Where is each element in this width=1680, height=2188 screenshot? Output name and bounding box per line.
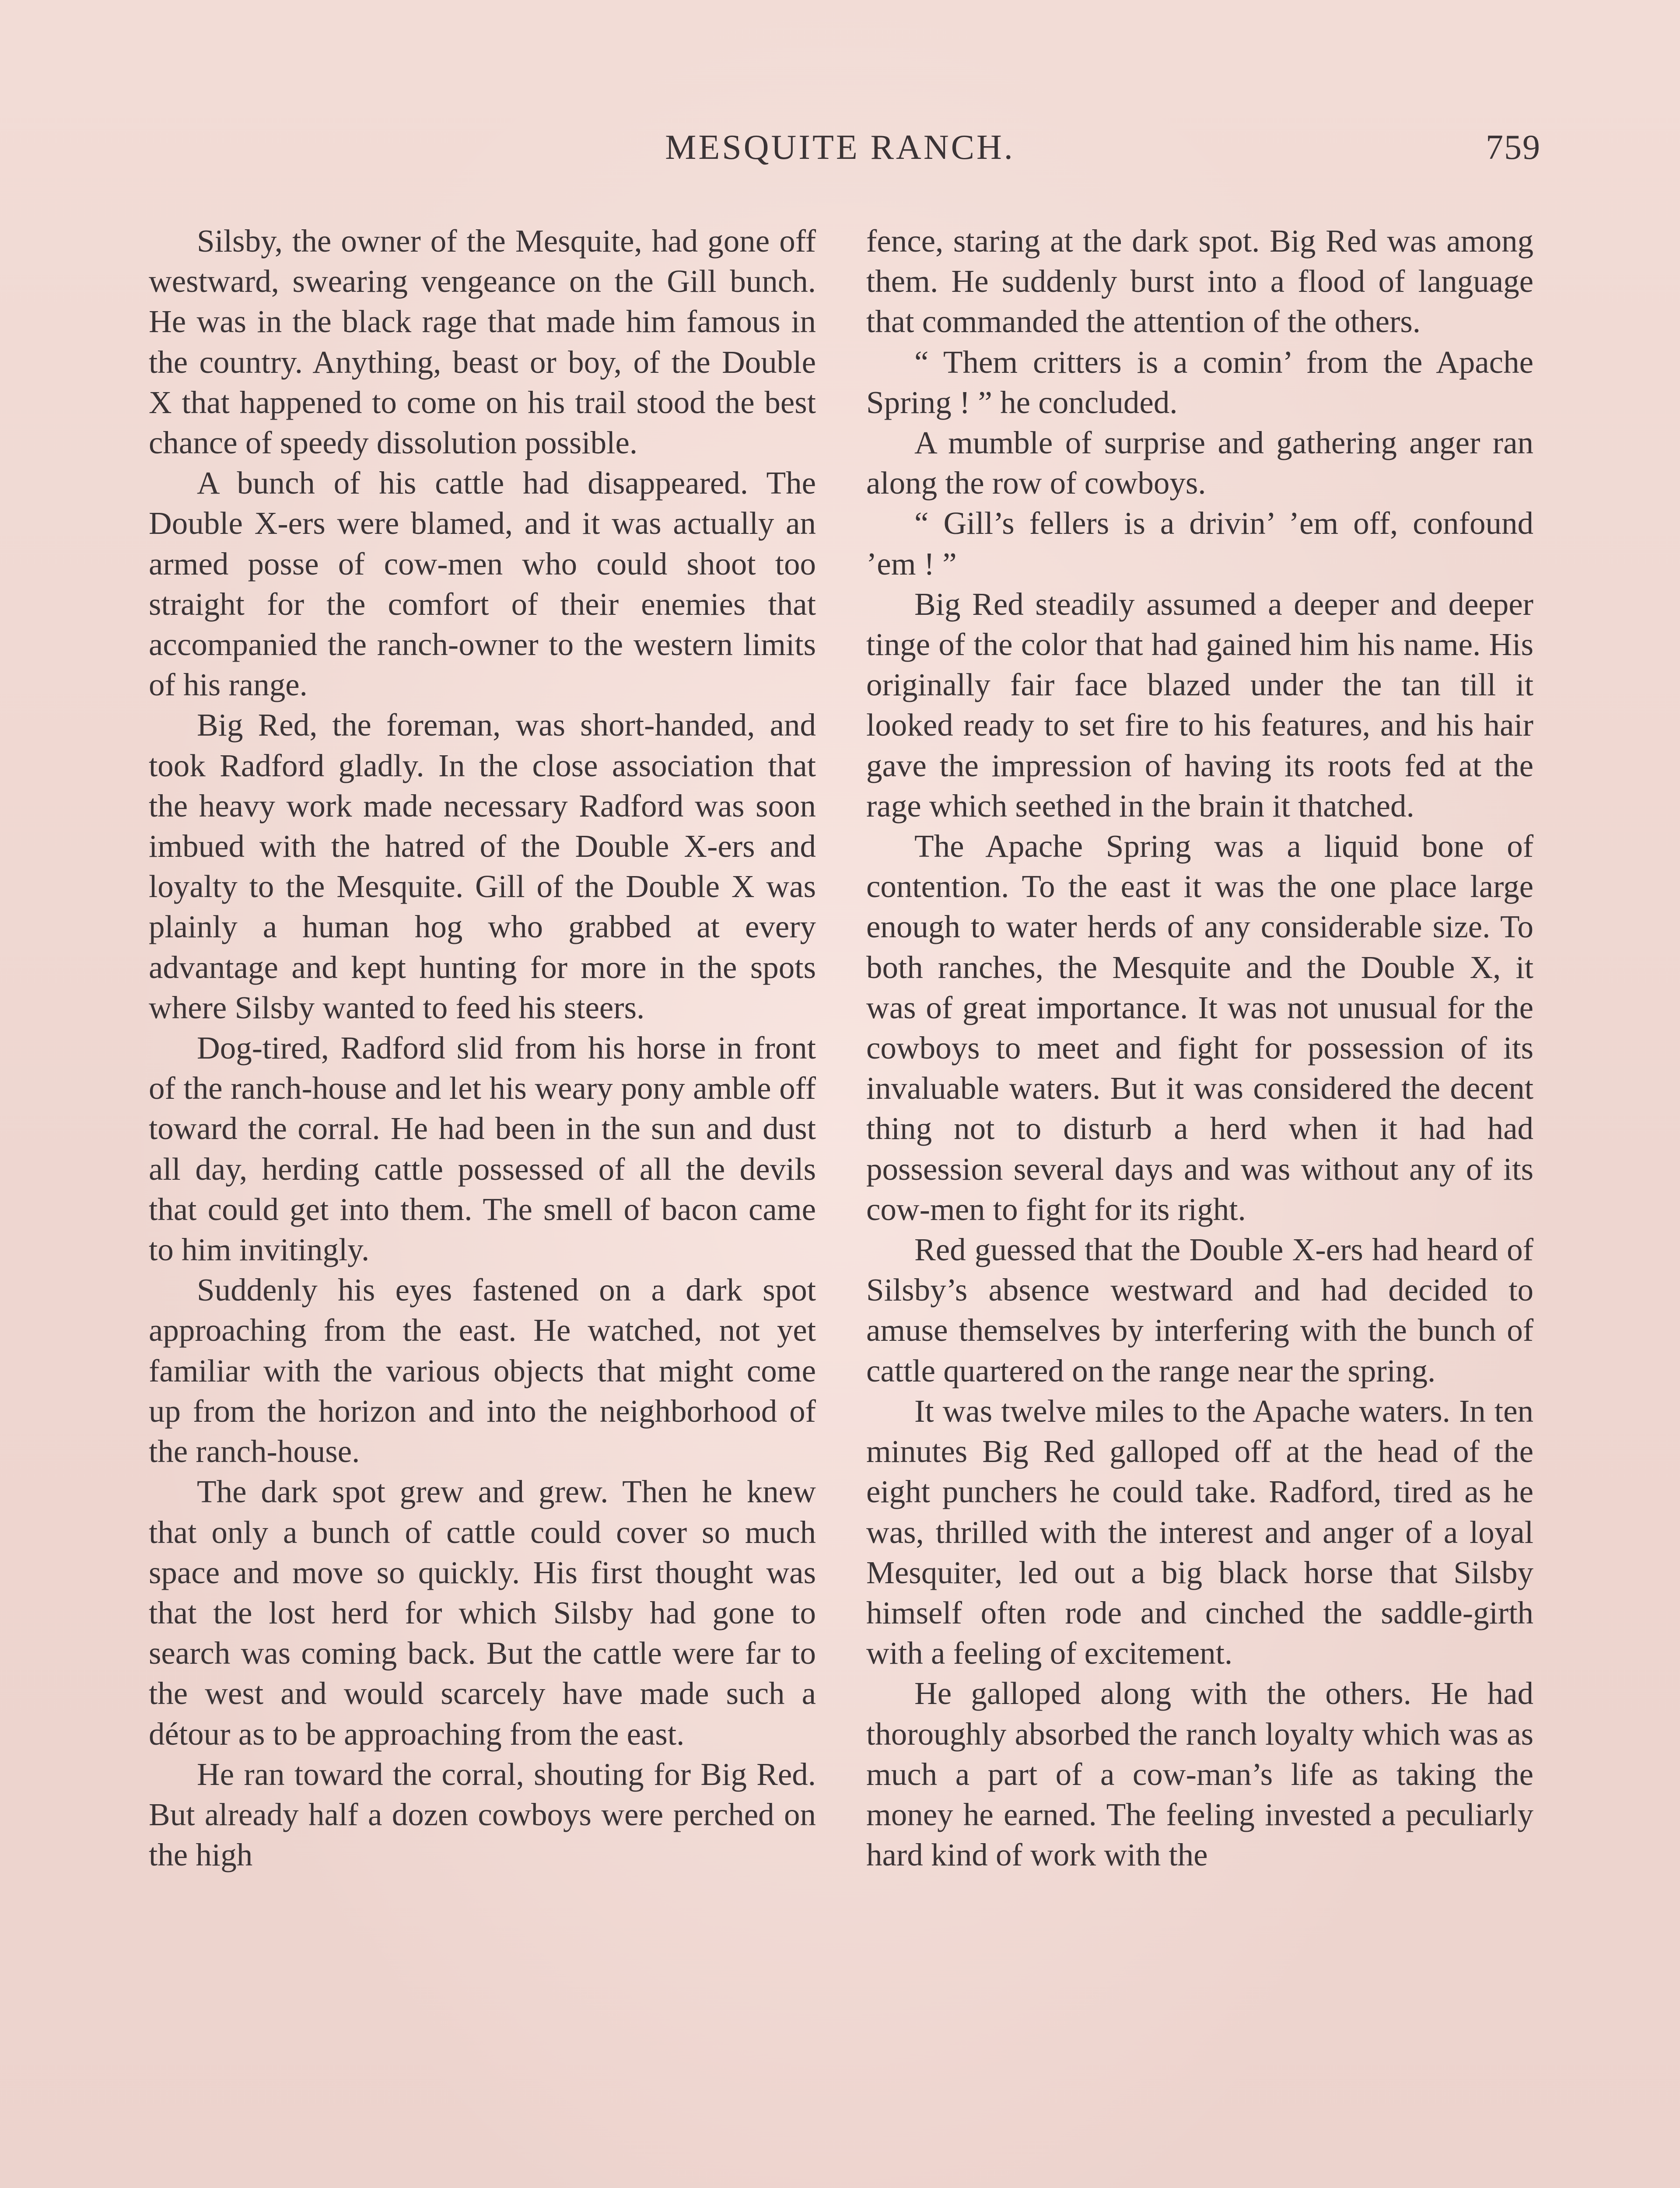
paragraph: The Apache Spring was a liquid bone of contention. To the east it was the one place large enough to water herds of any considerable size. To both ranches, the Mesquite and the Double X, it was of great importance. It was not unusual for the cowboys to meet and fight for possession of its invaluable waters. But it was considered the decent thing not to disturb a herd when it had had possession several days and was without any of its cow-men to fight for its right. bbox=[866, 828, 1533, 1227]
paragraph: A bunch of his cattle had disappeared. The Double X-ers were blamed, and it was actually an armed posse of cow-men who could shoot too straight for the comfort of their enemies that accompanied the ranch-owner to the western limits of his range. bbox=[149, 465, 816, 703]
paragraph: He ran toward the corral, shouting for Big Red. But already half a dozen cowboys were perched on the high bbox=[149, 1756, 816, 1873]
paragraph: Big Red, the foreman, was short-handed, and took Radford gladly. In the close association that the heavy work made necessary Radford was soon imbued with the hatred of the Double X-ers and loyalty to the Mesquite. Gill of the Double X was plainly a human hog who grabbed at every advantage and kept hunting for more in the spots where Silsby wanted to feed his steers. bbox=[149, 707, 816, 1025]
left-text-column bbox=[149, 221, 816, 1875]
paragraph: Big Red steadily assumed a deeper and deeper tinge of the color that had gained him his name. His originally fair face blazed under the tan till it looked ready to set fire to his features, and his hair gave the impression of having its roots fed at the rage which seethed in the brain it thatched. bbox=[866, 586, 1533, 824]
paragraph: Dog-tired, Radford slid from his horse in front of the ranch-house and let his weary pony amble off toward the corral. He had been in the sun and dust all day, herding cattle possessed of all the devils that could get into them. The smell of bacon came to him invitingly. bbox=[149, 1030, 816, 1268]
paragraph: Silsby, the owner of the Mesquite, had gone off westward, swearing vengeance on the Gill bunch. He was in the black rage that made him famous in the country. Anything, beast or boy, of the Double X that happened to come on his trail stood the best chance of speedy dissolution possible. bbox=[149, 223, 816, 461]
paragraph: A mumble of surprise and gathering anger ran along the row of cowboys. bbox=[866, 425, 1533, 501]
right-text-column bbox=[866, 221, 1533, 1875]
paragraph: It was twelve miles to the Apache waters. In ten minutes Big Red galloped off at the head of the eight punchers he could take. Radford, tired as he was, thrilled with the interest and anger of a loyal Mesquiter, led out a big black horse that Silsby himself often rode and cinched the saddle-girth with a feeling of excitement. bbox=[866, 1393, 1533, 1671]
paragraph: He galloped along with the others. He had thoroughly absorbed the ranch loyalty which was as much a part of a cow-man’s life as taking the money he earned. The feeling invested a peculiarly hard kind of work with the bbox=[866, 1676, 1533, 1873]
paragraph: Suddenly his eyes fastened on a dark spot approaching from the east. He watched, not yet familiar with the various objects that might come up from the horizon and into the neighborhood of the ranch-house. bbox=[149, 1272, 816, 1469]
paragraph: “ Them critters is a comin’ from the Apache Spring ! ” he concluded. bbox=[866, 344, 1533, 420]
page-number: 759 bbox=[1486, 128, 1541, 167]
continued-paragraph: fence, staring at the dark spot. Big Red was among them. He suddenly burst into a flood of language that commanded the attention of the others. bbox=[866, 223, 1533, 340]
paragraph: Red guessed that the Double X-ers had heard of Silsby’s absence westward and had decided to amuse themselves by interfering with the bunch of cattle quartered on the range near the spring. bbox=[866, 1232, 1533, 1389]
running-title: MESQUITE RANCH. bbox=[665, 128, 1015, 167]
paragraph: The dark spot grew and grew. Then he knew that only a bunch of cattle could cover so much space and move so quickly. His first thought was that the lost herd for which Silsby had gone to search was coming back. But the cattle were far to the west and would scarcely have made such a détour as to be approaching from the east. bbox=[149, 1474, 816, 1752]
paragraph: “ Gill’s fellers is a drivin’ ’em off, confound ’em ! ” bbox=[866, 505, 1533, 582]
